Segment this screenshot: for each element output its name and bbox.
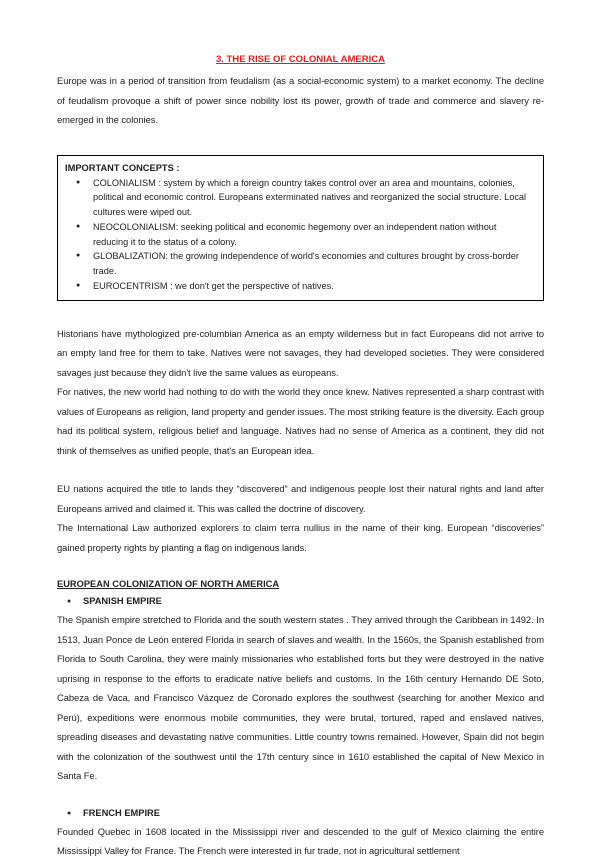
- concept-item-neocolonialism: ● NEOCOLONIALISM: seeking political and economic hegemony over an independent nation without reducing it to the status of a colony.: [65, 220, 533, 250]
- paragraph-historians: Historians have mythologized pre-columbian America as an empty wilderness but in fact Europeans did not arrive to an empty land free for them to take. Natives were not savages, they had developed societies. They were considered savages just because they didn't live the same values as europeans.: [57, 327, 544, 378]
- paragraph-international-law: The International Law authorized explorers to claim terra nullius in the name of their king. European “discoveries” gained property rights by planting a flag on indigenous lands.: [57, 522, 544, 553]
- concepts-header: IMPORTANT CONCEPTS :: [65, 162, 180, 173]
- concept-item-eurocentrism: ● EUROCENTRISM : we don't get the perspective of natives.: [65, 279, 533, 294]
- paragraph-natives: For natives, the new world had nothing to do with the world they once knew. Natives represented a sharp contrast with values of Europeans as religion, land property and gender issues. The most striking feature is the diversity. Each group had its political system, religious belief and language. Natives had no sense of America as a continent, they did not think of themselves as unified people, that's an European idea.: [57, 386, 544, 456]
- french-empire-heading: ● FRENCH EMPIRE: [57, 805, 544, 822]
- paragraph-eu-nations: EU nations acquired the title to lands they “discovered” and indigenous people lost their natural rights and land after Europeans arrived and claimed it. This was called the doctrine of discovery.: [57, 483, 544, 514]
- concepts-list: [65, 176, 533, 294]
- section-heading: EUROPEAN COLONIZATION OF NORTH AMERICA: [57, 579, 280, 590]
- concept-item-colonialism: ● COLONIALISM : system by which a foreign country takes control over an area and mountains, colonies, political and economic control. Europeans exterminated natives and reorganized the social structure. Local cultures were wiped out.: [65, 176, 533, 220]
- spacer: [57, 557, 544, 576]
- document-page: [57, 50, 544, 861]
- spacer: [57, 786, 544, 805]
- important-concepts-box: [57, 155, 544, 301]
- concept-item-globalization: ● GLOBALIZATION: the growing independence of world's economies and cultures brought by cross-border trade.: [65, 249, 533, 279]
- french-empire-text: Founded Quebec in 1608 located in the Mississippi river and descended to the gulf of Mexico claiming the entire Mississippi Valley for France. The French were interested in fur trade, not in agricultural settlement: [57, 825, 544, 857]
- intro-paragraph: Europe was in a period of transition from feudalism (as a social-economic system) to a market economy. The decline of feudalism provoque a shift of power since nobility lost its power, growth of trade and commerce and slavery re-emerged in the colonies.: [57, 75, 544, 125]
- spanish-empire-text: The Spanish empire stretched to Florida and the south western states . They arrived through the Caribbean in 1492. In 1513, Juan Ponce de León entered Florida in search of slaves and wealth. In the 1560s, the Spanish established from Florida to South Carolina, they were mainly missionaries who established forts but they were destroyed in the native uprising in response to the efforts to eradicate native beliefs and customs. In the 16th century Hernando DE Soto, Cabeza de Vaca, and Francisco Vázquez de Coronado explores the southwest (searching for another Mexico and Perú), expeditions were enormous mobile communities, they were brutal, tortured, raped and enslaved natives, spreading diseases and devastating native communities. Little country towns remained. However, Spain did not begin with the colonization of the southwest until the 17th century since in 1610 established the capital of New Mexico in Santa Fe.: [57, 614, 544, 782]
- page-title: 3. THE RISE OF COLONIAL AMERICA: [215, 54, 385, 65]
- spanish-empire-heading: ● SPANISH EMPIRE: [57, 593, 544, 610]
- spacer: [57, 460, 544, 479]
